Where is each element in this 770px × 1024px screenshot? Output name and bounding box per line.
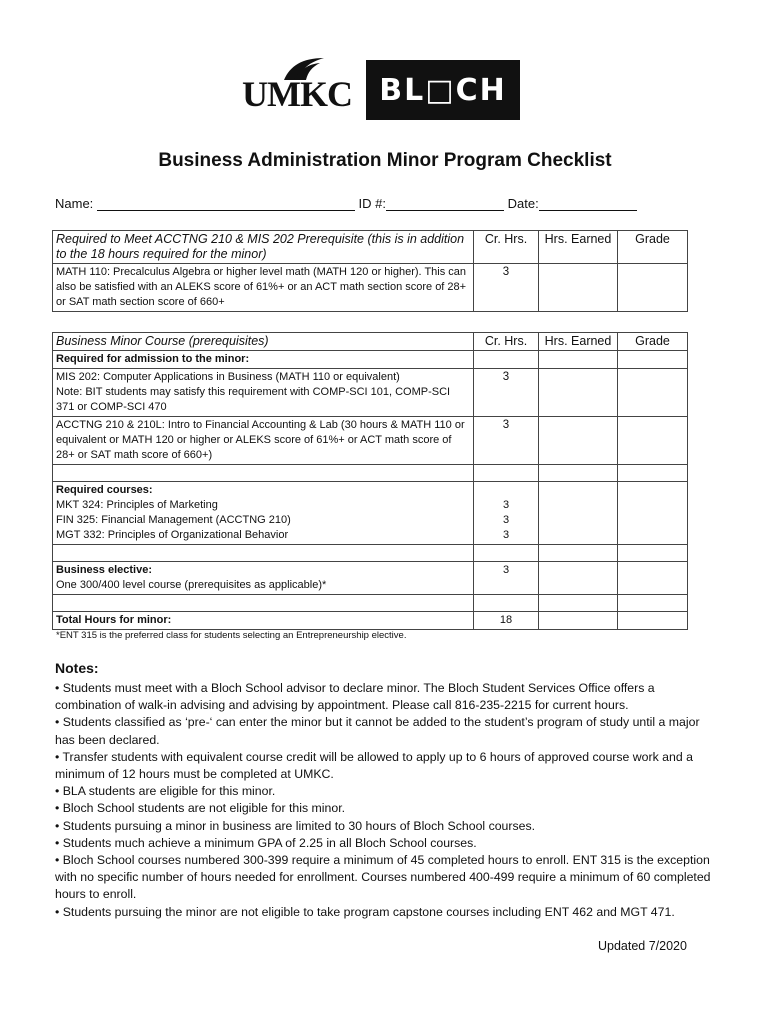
note-item: • Students must meet with a Bloch School advisor to declare minor. The Bloch Student Services Office offers a combination of walk-in advising and advising by appointment. Please call 816-235-2215 for current hours.	[55, 681, 655, 713]
table-row	[53, 417, 688, 465]
table-row	[53, 465, 688, 482]
total-cr-hrs: 18	[474, 612, 539, 630]
mis202-cr-hrs: 3	[474, 369, 539, 417]
grade-header: Grade	[618, 231, 688, 264]
prerequisite-table	[52, 230, 688, 312]
elective-cr-hrs: 3	[474, 562, 539, 595]
date-label: Date:	[507, 196, 539, 211]
fin325-cr-hrs: 3	[502, 514, 510, 526]
hrs-earned-header: Hrs. Earned	[539, 333, 618, 351]
page-title: Business Administration Minor Program Checklist	[158, 150, 612, 171]
required-section-label: Required courses:	[56, 484, 153, 496]
mis202-grade[interactable]	[618, 369, 688, 417]
mis202-note: Note: BIT students may satisfy this requirement with COMP-SCI 101, COMP-SCI 371 or COMP-SCI 470	[56, 386, 451, 413]
minor-course-header: Business Minor Course (prerequisites)	[53, 333, 474, 351]
umkc-wordmark: UMKC	[242, 74, 352, 114]
date-field[interactable]	[539, 196, 637, 211]
mkt324-course: MKT 324: Principles of Marketing	[56, 499, 218, 511]
note-item: • Bloch School courses numbered 300-399 require a minimum of 45 completed hours to enroll. ENT 315 is the exception with no specific number of hours needed for enrollment. Courses numbered 400-499 require a minimum of 60 completed hours to enroll.	[55, 853, 711, 902]
note-item: • Bloch School students are not eligible for this minor.	[55, 801, 346, 816]
name-label: Name:	[55, 196, 94, 211]
math110-grade[interactable]	[618, 264, 688, 312]
acctng210-grade[interactable]	[618, 417, 688, 465]
elective-hrs-earned[interactable]	[539, 562, 618, 595]
table-row	[53, 595, 688, 612]
table-row	[53, 562, 688, 595]
table-row	[53, 351, 688, 369]
total-row	[53, 612, 688, 630]
acctng210-cr-hrs: 3	[474, 417, 539, 465]
umkc-logo	[240, 56, 350, 116]
total-hrs-earned[interactable]	[539, 612, 618, 630]
elective-course: One 300/400 level course (prerequisites as applicable)*	[56, 579, 327, 591]
math110-cr-hrs: 3	[474, 264, 539, 312]
required-hrs-earned[interactable]	[539, 482, 618, 545]
required-courses-cell	[53, 482, 474, 545]
note-item: • Students pursuing the minor are not eligible to take program capstone courses including ENT 462 and MGT 471.	[55, 904, 675, 919]
elective-section-label: Business elective:	[56, 564, 152, 576]
minor-header-row	[53, 333, 688, 351]
note-item: • BLA students are eligible for this minor.	[55, 784, 276, 799]
table-row	[53, 264, 688, 312]
mis202-cell	[53, 369, 474, 417]
notes-heading: Notes:	[55, 660, 99, 676]
cr-hrs-header: Cr. Hrs.	[474, 231, 539, 264]
elective-cell	[53, 562, 474, 595]
logo-bar	[0, 56, 770, 122]
required-grade[interactable]	[618, 482, 688, 545]
id-field[interactable]	[386, 196, 504, 211]
math110-course: MATH 110: Precalculus Algebra or higher level math (MATH 120 or higher). This can also be satisfied with an ALEKS score of 61%+ or an ACT math section score of 28+ or SAT math section score of 660+	[53, 264, 474, 312]
note-item: • Students much achieve a minimum GPA of 2.25 in all Bloch School courses.	[55, 835, 477, 850]
mis202-course: MIS 202: Computer Applications in Business (MATH 110 or equivalent)	[56, 371, 400, 383]
student-info-line	[55, 196, 637, 211]
hrs-earned-header: Hrs. Earned	[539, 231, 618, 264]
minor-course-table	[52, 332, 688, 630]
table-row	[53, 545, 688, 562]
mkt324-cr-hrs: 3	[502, 499, 510, 511]
total-grade[interactable]	[618, 612, 688, 630]
cr-hrs-header: Cr. Hrs.	[474, 333, 539, 351]
prerequisite-header-row	[53, 231, 688, 264]
total-label: Total Hours for minor:	[53, 612, 474, 630]
notes-list	[55, 680, 720, 921]
note-item: • Students classified as ‘pre-‘ can enter the minor but it cannot be added to the student’s program of study until a major has been declared.	[55, 715, 700, 747]
name-field[interactable]	[97, 196, 355, 211]
id-label: ID #:	[358, 196, 387, 211]
required-cr-hrs	[474, 482, 539, 545]
updated-date: Updated 7/2020	[598, 939, 687, 953]
elective-grade[interactable]	[618, 562, 688, 595]
footnote: *ENT 315 is the preferred class for students selecting an Entrepreneurship elective.	[56, 630, 407, 641]
fin325-course: FIN 325: Financial Management (ACCTNG 210)	[56, 514, 291, 526]
mgt332-cr-hrs: 3	[502, 529, 510, 541]
table-row	[53, 482, 688, 545]
note-item: • Students pursuing a minor in business are limited to 30 hours of Bloch School courses.	[55, 818, 536, 833]
admission-section-label: Required for admission to the minor:	[53, 351, 474, 369]
mgt332-course: MGT 332: Principles of Organizational Behavior	[56, 529, 289, 541]
acctng210-course: ACCTNG 210 & 210L: Intro to Financial Accounting & Lab (30 hours & MATH 110 or equivalent or MATH 120 or higher or ALEKS score of 61%+ or ACT math score of 28+ or SAT math score of 660+)	[53, 417, 474, 465]
note-item: • Transfer students with equivalent course credit will be allowed to apply up to 6 hours of approved course work and a minimum of 12 hours must be completed at UMKC.	[55, 749, 693, 782]
grade-header: Grade	[618, 333, 688, 351]
bloch-logo: BL□CH	[366, 60, 520, 120]
table-row	[53, 369, 688, 417]
mis202-hrs-earned[interactable]	[539, 369, 618, 417]
math110-hrs-earned[interactable]	[539, 264, 618, 312]
acctng210-hrs-earned[interactable]	[539, 417, 618, 465]
prerequisite-header: Required to Meet ACCTNG 210 & MIS 202 Prerequisite (this is in addition to the 18 hours required for the minor)	[53, 231, 474, 264]
